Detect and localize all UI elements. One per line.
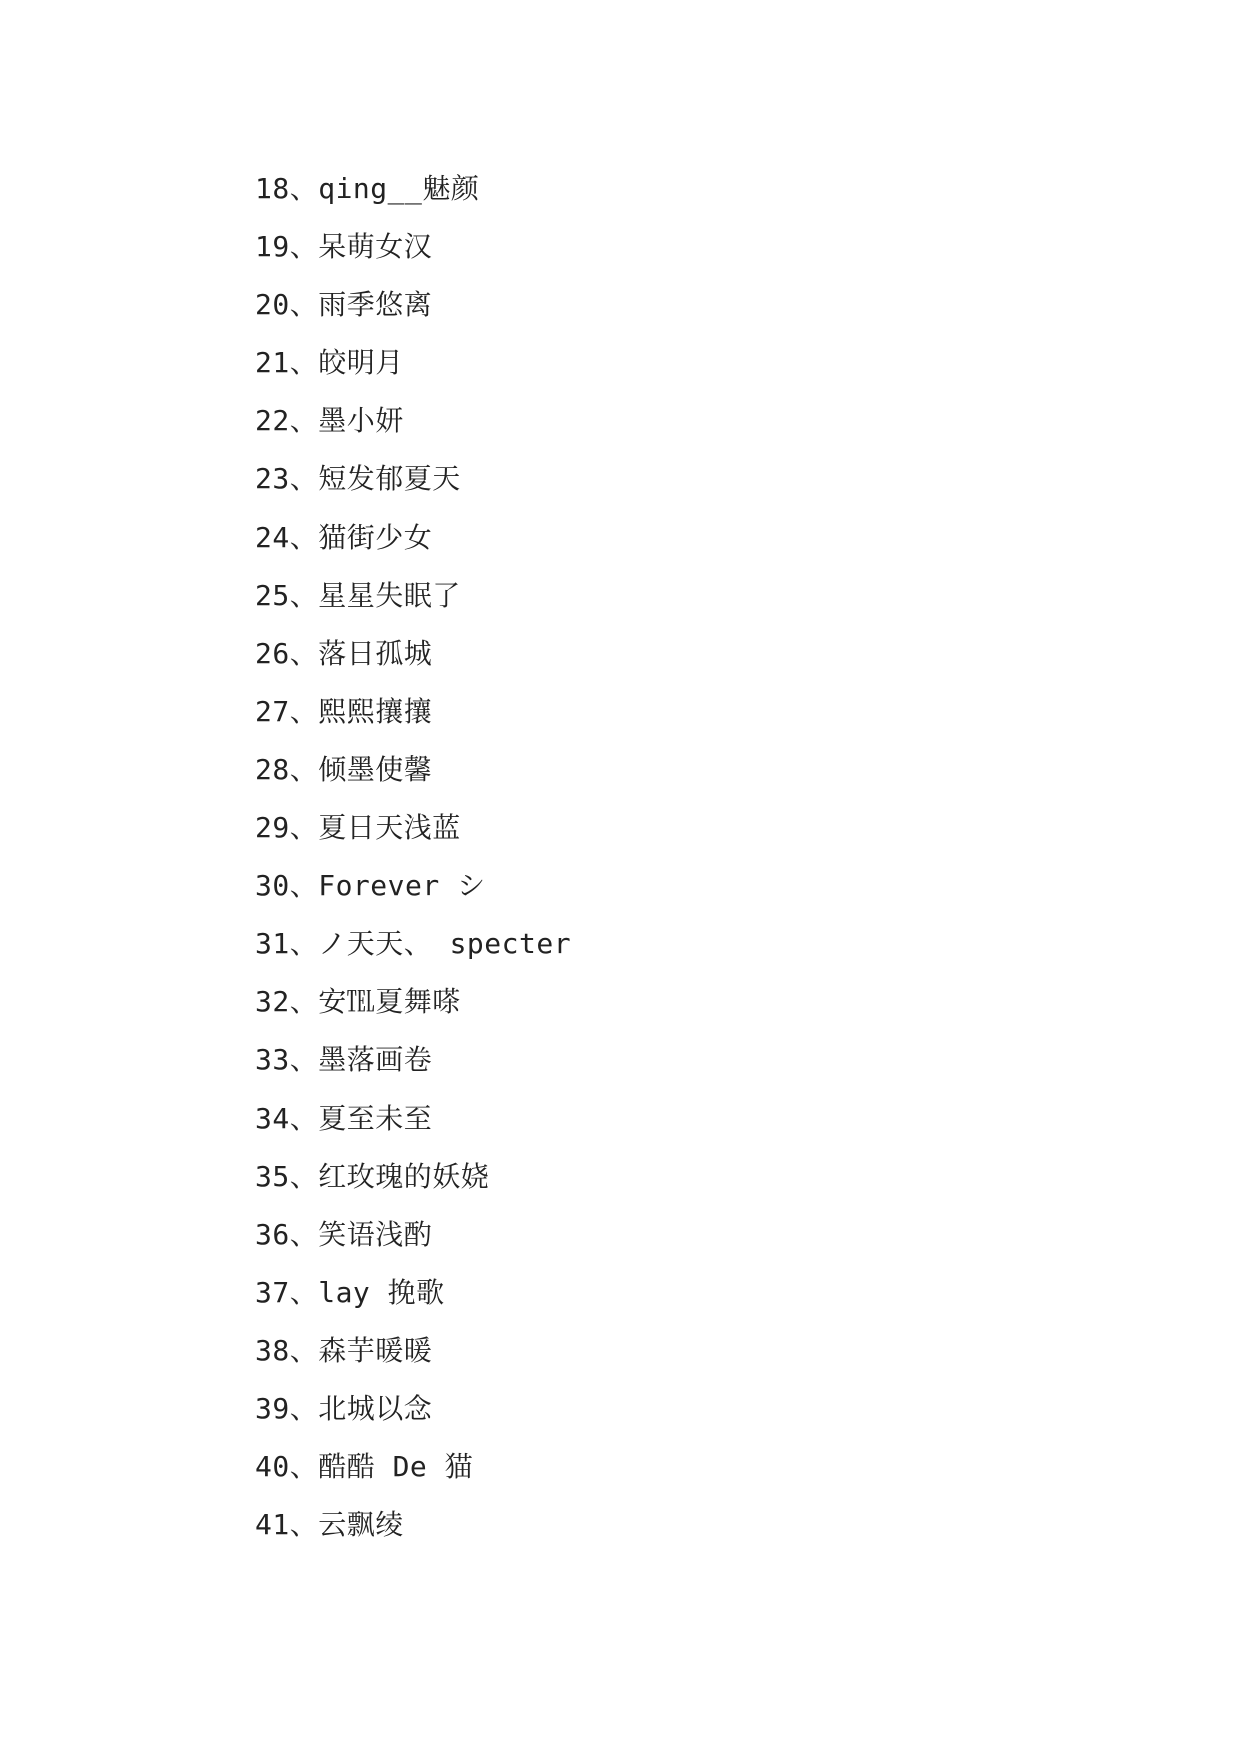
list-item: 20、雨季悠离	[255, 288, 433, 322]
list-item: 34、夏至未至	[255, 1101, 433, 1135]
list-item: 19、呆萌女汉	[255, 230, 433, 264]
list-item: 18、qing__魅颜	[255, 172, 480, 205]
list-item: 40、酷酷 De 猫	[255, 1450, 474, 1484]
list-item: 36、笑语浅酌	[255, 1217, 433, 1251]
list-item: 27、熙熙攘攘	[255, 694, 433, 728]
list-item: 31、ノ天天、 specter	[255, 927, 572, 961]
name-list	[255, 160, 571, 1554]
list-item: 26、落日孤城	[255, 636, 433, 670]
list-item: 23、短发郁夏天	[255, 462, 461, 496]
list-item: 33、墨落画卷	[255, 1043, 433, 1077]
list-item: 24、猫街少女	[255, 520, 433, 554]
list-item: 35、红玫瑰的妖娆	[255, 1159, 490, 1193]
list-item: 32、安℡夏舞嗏	[255, 985, 461, 1019]
list-item: 41、云飘绫	[255, 1508, 404, 1542]
list-item: 28、倾墨使馨	[255, 752, 433, 786]
list-item: 22、墨小妍	[255, 404, 404, 438]
list-item: 25、星星失眠了	[255, 578, 461, 612]
list-item: 30、Forever シ	[255, 869, 486, 903]
list-item: 39、北城以念	[255, 1391, 433, 1425]
list-item: 29、夏日天浅蓝	[255, 811, 461, 845]
list-item: 21、皎明月	[255, 346, 404, 380]
list-item: 37、lay 挽歌	[255, 1275, 445, 1309]
list-item: 38、森芋暖暖	[255, 1333, 433, 1367]
